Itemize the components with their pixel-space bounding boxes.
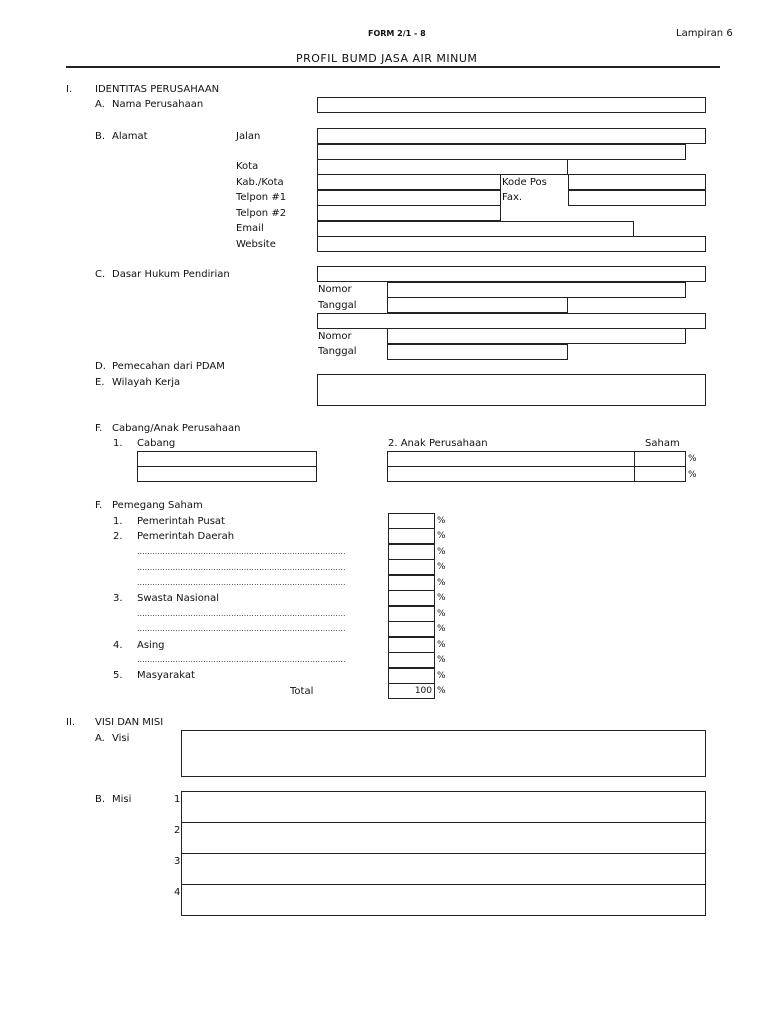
kabkota-label: Kab./Kota (236, 177, 284, 188)
ps-pct-3: % (437, 547, 446, 557)
attachment-label: Lampiran 6 (676, 28, 733, 39)
website-label: Website (236, 239, 276, 250)
ps-pct-5: % (437, 578, 446, 588)
ps-dotline-3: .................................................................................. (137, 578, 346, 587)
saham-percent-1: % (688, 454, 697, 464)
telpon2-field[interactable] (317, 205, 501, 221)
item-d-letter: D. (95, 361, 106, 372)
ps-box-5[interactable] (388, 575, 435, 591)
fax-field[interactable] (568, 190, 706, 206)
ps-box-10[interactable] (388, 652, 435, 668)
item-g-letter: F. (95, 500, 103, 511)
kota-field[interactable] (317, 159, 568, 175)
misi-field-3[interactable] (181, 853, 706, 885)
tanggal-2-label: Tanggal (318, 346, 357, 357)
ps-box-9[interactable] (388, 637, 435, 653)
ps-pemerintah-daerah-label: Pemerintah Daerah (137, 531, 235, 542)
ps-number-5: 5. (113, 670, 123, 681)
ps-total-label: Total (290, 686, 314, 697)
misi-field-2[interactable] (181, 822, 706, 854)
ps-pct-4: % (437, 562, 446, 572)
visi-label: Visi (112, 733, 130, 744)
ps-pct-6: % (437, 593, 446, 603)
cabang-field-1[interactable] (137, 451, 317, 467)
cabang-field-2[interactable] (137, 466, 317, 482)
nomor-2-label: Nomor (318, 331, 352, 342)
item-a-letter: A. (95, 99, 105, 110)
saham-label: Saham (645, 438, 680, 449)
website-field[interactable] (317, 236, 706, 252)
ps-asing-label: Asing (137, 640, 165, 651)
anak-perusahaan-field-2[interactable] (387, 466, 635, 482)
section-1-number: I. (66, 84, 73, 95)
misi-number-4: 4 (174, 887, 181, 898)
ps-dotline-2: .................................................................................. (137, 563, 346, 572)
cabang-number: 1. (113, 438, 123, 449)
wilayah-kerja-label: Wilayah Kerja (112, 377, 181, 388)
ps-pct-9: % (437, 640, 446, 650)
telpon2-label: Telpon #2 (236, 208, 287, 219)
ps-pct-7: % (437, 609, 446, 619)
alamat-label: Alamat (112, 131, 148, 142)
tanggal-1-field[interactable] (387, 297, 568, 313)
misi-label: Misi (112, 794, 132, 805)
ps-pct-total: % (437, 686, 446, 696)
ps-pct-8: % (437, 624, 446, 634)
tanggal-2-field[interactable] (387, 344, 568, 360)
section-2-title: VISI DAN MISI (95, 717, 164, 728)
anak-perusahaan-field-1[interactable] (387, 451, 635, 467)
page-title: PROFIL BUMD JASA AIR MINUM (296, 52, 478, 65)
dasar-hukum-field-1[interactable] (317, 266, 706, 282)
ps-dotline-6: .................................................................................. (137, 655, 346, 664)
saham-field-1[interactable] (634, 451, 686, 467)
ps-number-4: 4. (113, 640, 123, 651)
section-1-title: IDENTITAS PERUSAHAAN (95, 84, 220, 95)
nama-perusahaan-field[interactable] (317, 97, 706, 113)
misi-number-1: 1 (174, 794, 181, 805)
ps-box-6[interactable] (388, 590, 435, 606)
kota-label: Kota (236, 161, 259, 172)
ps-box-7[interactable] (388, 606, 435, 622)
item-f-letter: F. (95, 423, 103, 434)
misi-field-1[interactable] (181, 791, 706, 823)
nomor-1-field[interactable] (387, 282, 686, 298)
ps-box-4[interactable] (388, 559, 435, 575)
ps-dotline-1: .................................................................................. (137, 547, 346, 556)
ps-dotline-4: .................................................................................. (137, 609, 346, 618)
ps-box-1[interactable] (388, 513, 435, 529)
kodepos-field[interactable] (568, 174, 706, 190)
fax-label: Fax. (502, 192, 523, 203)
cabang-anak-label: Cabang/Anak Perusahaan (112, 423, 241, 434)
ps-number-3: 3. (113, 593, 123, 604)
item-e-letter: E. (95, 377, 105, 388)
email-label: Email (236, 223, 264, 234)
ps-box-8[interactable] (388, 621, 435, 637)
ps-pct-2: % (437, 531, 446, 541)
jalan-field-1[interactable] (317, 128, 706, 144)
kabkota-field[interactable] (317, 174, 501, 190)
ps-pct-10: % (437, 655, 446, 665)
ps-pct-11: % (437, 671, 446, 681)
nama-perusahaan-label: Nama Perusahaan (112, 99, 204, 110)
dasar-hukum-field-2[interactable] (317, 313, 706, 329)
misi-letter: B. (95, 794, 106, 805)
pemegang-saham-label: Pemegang Saham (112, 500, 203, 511)
nomor-1-label: Nomor (318, 284, 352, 295)
telpon1-label: Telpon #1 (236, 192, 287, 203)
visi-letter: A. (95, 733, 105, 744)
misi-field-4[interactable] (181, 884, 706, 916)
anak-perusahaan-label: 2. Anak Perusahaan (388, 438, 488, 449)
ps-total-value: 100 (414, 686, 432, 696)
form-code: FORM 2/1 - 8 (368, 29, 426, 38)
misi-number-3: 3 (174, 856, 181, 867)
telpon1-field[interactable] (317, 190, 501, 206)
kodepos-label: Kode Pos (502, 177, 547, 188)
cabang-label: Cabang (137, 438, 176, 449)
ps-box-2[interactable] (388, 528, 435, 544)
ps-masyarakat-label: Masyarakat (137, 670, 195, 681)
saham-field-2[interactable] (634, 466, 686, 482)
nomor-2-field[interactable] (387, 328, 686, 344)
ps-pemerintah-pusat-label: Pemerintah Pusat (137, 516, 225, 527)
misi-number-2: 2 (174, 825, 181, 836)
dasar-hukum-label: Dasar Hukum Pendirian (112, 269, 230, 280)
header-divider (66, 66, 720, 68)
section-2-number: II. (66, 717, 76, 728)
visi-field[interactable] (181, 730, 706, 777)
wilayah-kerja-field[interactable] (317, 374, 706, 406)
item-b-letter: B. (95, 131, 106, 142)
ps-number-1: 1. (113, 516, 123, 527)
pemecahan-label: Pemecahan dari PDAM (112, 361, 225, 372)
ps-pct-1: % (437, 516, 446, 526)
tanggal-1-label: Tanggal (318, 300, 357, 311)
jalan-field-2[interactable] (317, 144, 686, 160)
email-field[interactable] (317, 221, 634, 237)
jalan-label: Jalan (236, 131, 261, 142)
ps-box-11[interactable] (388, 668, 435, 684)
ps-number-2: 2. (113, 531, 123, 542)
item-c-letter: C. (95, 269, 106, 280)
ps-box-3[interactable] (388, 544, 435, 560)
ps-total-box[interactable] (388, 683, 435, 699)
saham-percent-2: % (688, 470, 697, 480)
ps-swasta-nasional-label: Swasta Nasional (137, 593, 220, 604)
ps-dotline-5: .................................................................................. (137, 624, 346, 633)
